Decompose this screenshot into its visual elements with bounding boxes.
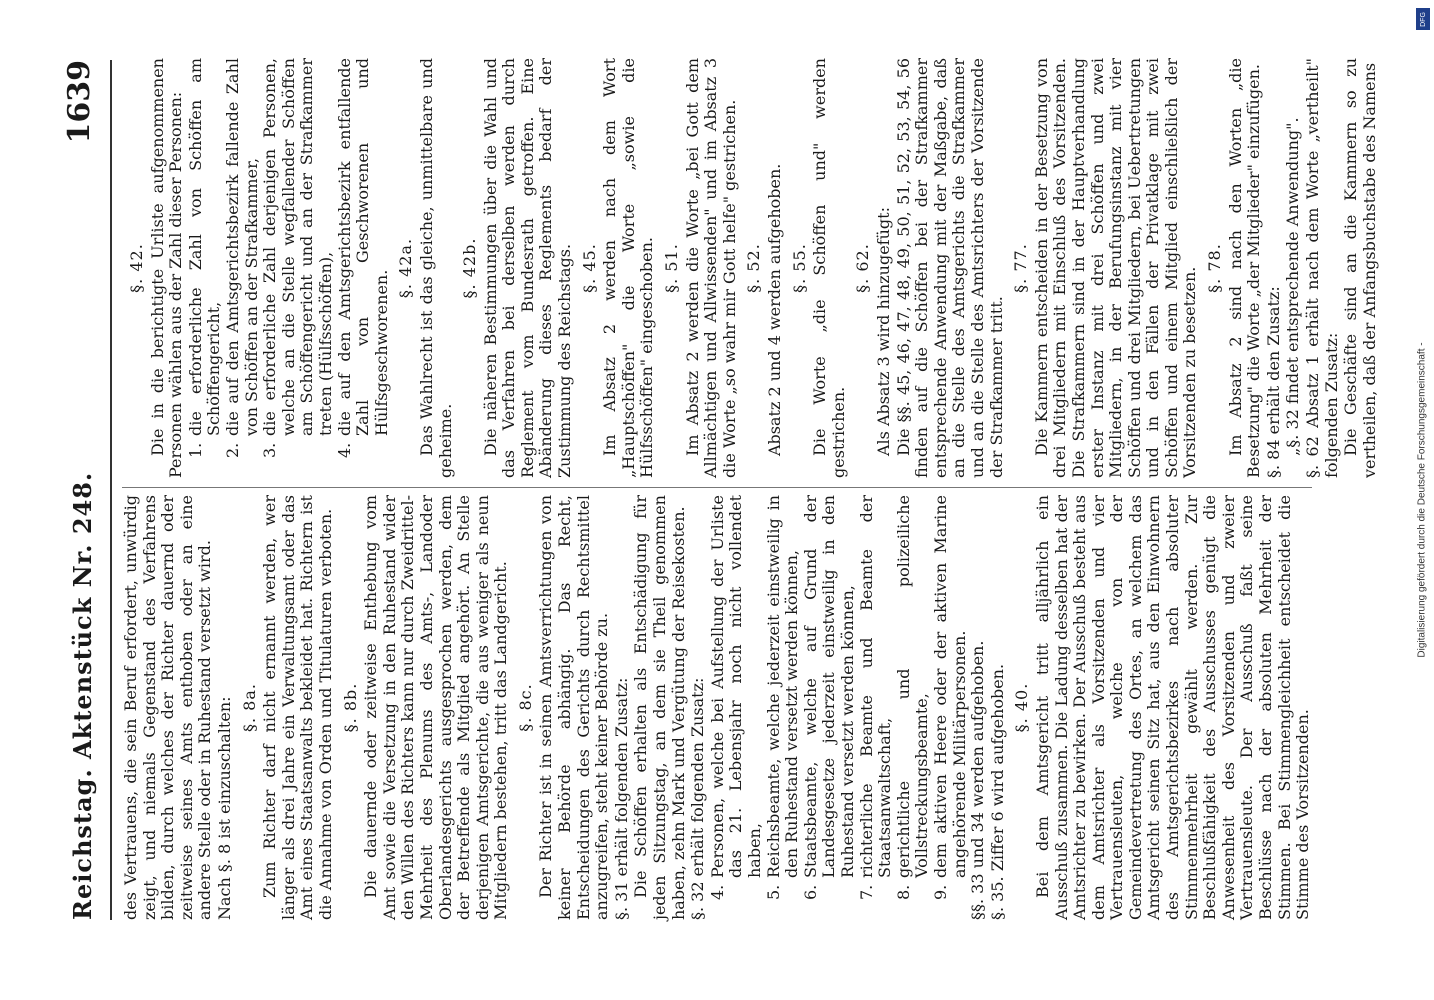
list-item-text: dem aktiven Heere oder der aktiven Marine angehörende Militärpersonen. (930, 495, 969, 878)
list-item-text: Personen, welche bei Aufstellung der Urliste das 21. Lebensjahr noch nicht vollendet haben, (707, 495, 764, 878)
paragraph: Die Worte „die Schöffen und" werden gestrichen. (810, 58, 848, 478)
paragraph: Als Absatz 3 wird hinzugefügt: (873, 207, 893, 456)
list-item-number: 2. (222, 442, 242, 458)
list-item (224, 58, 261, 478)
section-heading: §. 8c. (515, 683, 535, 732)
section-heading: §. 55. (789, 243, 809, 293)
dfg-logo: DFG (1416, 8, 1430, 30)
document-page (10, 10, 1380, 990)
paragraph: Das Wahlrecht ist das gleiche, unmittelbare und geheime. (416, 58, 455, 478)
paragraph: Die Kammern entscheiden in der Besetzung von drei Mitgliedern mit Einschluß des Vorsitzenden. Die Strafkammern sind in der Hauptverhandlung erster Instanz mit drei Schöffen und zwei Mitgliedern, in der Berufungsinstanz mit vier Schöffen und drei Mitgliedern, bei Uebertretungen und in den Fällen der Privatklage mit zwei Schöffen und einem Mitglied einschließlich der Vorsitzenden zu besetzen. (1031, 58, 1200, 478)
section-heading: §. 77. (1011, 243, 1031, 293)
list-item-text: Reichsbeamte, welche jederzeit einstweilig in den Ruhestand versetzt werden können, (763, 495, 802, 878)
paragraph: des Vertrauens, die sein Beruf erfordert, unwürdig zeigt, und niemals Gegenstand des Verfahrens bilden, durch welches der Richter dauernd oder zeitweise seines Amts enthoben oder an eine andere Stelle oder in Ruhestand versetzt wird. (121, 495, 215, 920)
paragraph: Die näheren Bestimmungen über die Wahl und das Verfahren bei derselben werden durch Reglement vom Bundesrath getroffen. Eine Abänderung dieses Reglements bedarf der Zustimmung des Reichstags. (480, 58, 575, 478)
section-heading: §. 42a. (396, 237, 416, 299)
list-item-text: die erforderliche Zahl derjenigen Personen, welche an die Stelle wegfallender Schöffen am Schöffengericht und an der Strafkammer treten (Hülfsschöffen), (260, 58, 335, 436)
section-heading: §. 42b. (460, 237, 480, 299)
paragraph: Nach §. 8 ist einzuschalten: (214, 696, 234, 920)
list-item (802, 495, 858, 920)
section-heading: §. 8b. (340, 682, 360, 733)
paragraph: §. 84 erhält den Zusatz: (1263, 286, 1283, 478)
paragraph: Im Absatz 2 werden nach dem Wort „Hauptschöffen" die Worte „sowie die Hülfsschöffen" eingeschoben. (600, 58, 657, 478)
list-item-number: 8. (893, 884, 913, 900)
list-item (261, 58, 335, 478)
paragraph: Im Absatz 2 werden die Worte „bei Gott dem Allmächtigen und Allwissenden" und im Absatz 3 die Worte „so wahr mir Gott helfe" gestrichen. (682, 58, 739, 478)
section-heading: §. 78. (1205, 243, 1225, 293)
list-item-number: 3. (260, 442, 280, 458)
list-item (765, 495, 802, 920)
list-item-text: richterliche Beamte und Beamte der Staatsanwaltschaft, (856, 495, 895, 878)
section-heading: §. 52. (744, 243, 764, 293)
paragraph: Die Schöffen erhalten als Entschädigung für jeden Sitzungstag, an dem sie Theil genommen haben, zehn Mark und Vergütung der Reisekosten. (631, 495, 688, 920)
header-title: Reichstag. Aktenstück Nr. 248. (68, 471, 97, 920)
list-item-number: 9. (930, 884, 950, 900)
paragraph: §. 62 Absatz 1 erhält nach dem Worte „vertheilt" folgenden Zusatz: (1303, 58, 1341, 478)
paragraph: Der Richter ist in seinen Amtsverrichtungen von keiner Behörde abhängig. Das Recht, Entscheidungen des Gerichts durch Rechtsmittel anzugreifen, steht keiner Behörde zu. (536, 495, 612, 920)
list-item-number: 7. (856, 884, 876, 900)
running-header (62, 10, 98, 990)
paragraph: §. 35. Ziffer 6 wird aufgehoben. (987, 663, 1007, 920)
list-item (709, 495, 765, 920)
section-heading: §. 42. (127, 243, 146, 293)
section-heading: §. 51. (662, 243, 682, 293)
list-item-number: 4. (707, 884, 727, 900)
list-item-text: Staatsbeamte, welche auf Grund der Landesgesetze jederzeit einstweilig in den Ruhestand versetzt werden können, (800, 495, 857, 878)
left-column (122, 495, 1322, 920)
list-item-number: 1. (185, 442, 205, 458)
paragraph: §. 31 erhält folgenden Zusatz: (611, 677, 631, 920)
list-item-text: die erforderliche Zahl von Schöffen am Schöffengericht, (185, 58, 224, 436)
section-heading: §. 40. (1012, 682, 1032, 733)
paragraph: Bei dem Amtsgericht tritt alljährlich ein Ausschuß zusammen. Die Ladung desselben hat der Amtsrichter zu bewirken. Der Ausschuß besteht aus dem Amtsrichter als Vorsitzenden und vier Vertrauensleuten, welche von der Gemeindevertretung des Ortes, an welchem das Amtsgericht seinen Sitz hat, aus den Einwohnern des Amtsgerichtsbezirkes nach absoluter Stimmenmehrheit gewählt werden. Zur Beschlußfähigkeit des Ausschusses genügt die Anwesenheit des Vorsitzenden und zweier Vertrauensleute. Der Ausschuß faßt seine Beschlüsse nach der absoluten Mehrheit der Stimmen. Bei Stimmengleichheit entscheidet die Stimme des Vorsitzenden. (1032, 495, 1313, 920)
page-number: 1639 (62, 60, 97, 144)
header-rule (110, 60, 112, 920)
right-column (122, 58, 1379, 478)
list-item-number: 4. (334, 442, 354, 458)
paragraph: Die §§. 45, 46, 47, 48, 49, 50, 51, 52, 53, 54, 56 finden auf die Schöffen bei der Strafkammer entsprechende Anwendung mit der Maßgabe, daß an die Stelle des Amtsgerichts die Strafkammer und an die Stelle des Amtsrichters der Vorsitzende der Strafkammer tritt. (893, 58, 1006, 478)
paragraph: „§. 32 findet entsprechende Anwendung". (1283, 117, 1303, 456)
paragraph: Die in die berichtigte Urliste aufgenommenen Personen wählen aus der Zahl dieser Personen: (147, 58, 186, 478)
section-heading: §. 45. (579, 243, 599, 293)
paragraph: Zum Richter darf nicht ernannt werden, wer länger als drei Jahre ein Verwaltungsamt oder das Amt eines Staatsanwalts bekleidet hat. Richtern ist die Annahme von Orden und Titulaturen verboten. (260, 495, 335, 920)
list-item (336, 58, 392, 478)
paragraph: §. 32 erhält folgenden Zusatz: (688, 677, 708, 920)
list-item-text: die auf den Amtsgerichtsbezirk entfallende Zahl von Geschworenen und Hülfsgeschworenen. (334, 58, 391, 436)
dfg-credit-note: Digitalisierung gefördert durch die Deutsche Forschungsgemeinschaft - (1416, 342, 1428, 658)
paragraph: Die Geschäfte sind an die Kammern so zu vertheilen, daß der Anfangsbuchstabe des Namens (1341, 58, 1379, 478)
paragraph: Absatz 2 und 4 werden aufgehoben. (765, 163, 784, 456)
list-item-text: gerichtliche und polizeiliche Vollstreckungsbeamte, (893, 495, 932, 878)
paragraph: §§. 33 und 34 werden aufgehoben. (968, 640, 988, 920)
list-item-text: die auf den Amtsgerichtsbezirk fallende Zahl von Schöffen an der Strafkammer, (222, 58, 261, 436)
list-item (932, 495, 969, 920)
list-item-number: 5. (763, 884, 783, 900)
list-item (187, 58, 224, 478)
list-item (858, 495, 895, 920)
list-item (895, 495, 932, 920)
column-divider (122, 487, 1312, 488)
section-heading: §. 62. (853, 243, 873, 293)
list-item-number: 6. (800, 884, 820, 900)
section-heading: §. 8a. (239, 683, 259, 732)
paragraph: Die dauernde oder zeitweise Enthebung vom Amt sowie die Versetzung in den Ruhestand wider den Willen des Richters kann nur durch Zweidrittel-Mehrheit des Plenums des Amts-, Landoder Oberlandesgerichts ausgesprochen werden, dem der Betreffende als Mitglied angehört. An Stelle derjenigen Amtsgerichte, die aus weniger als neun Mitgliedern bestehen, tritt das Landgericht. (361, 495, 511, 920)
paragraph: Im Absatz 2 sind nach den Worten „die Besetzung" die Worte „der Mitglieder" einzufügen. (1225, 58, 1264, 478)
